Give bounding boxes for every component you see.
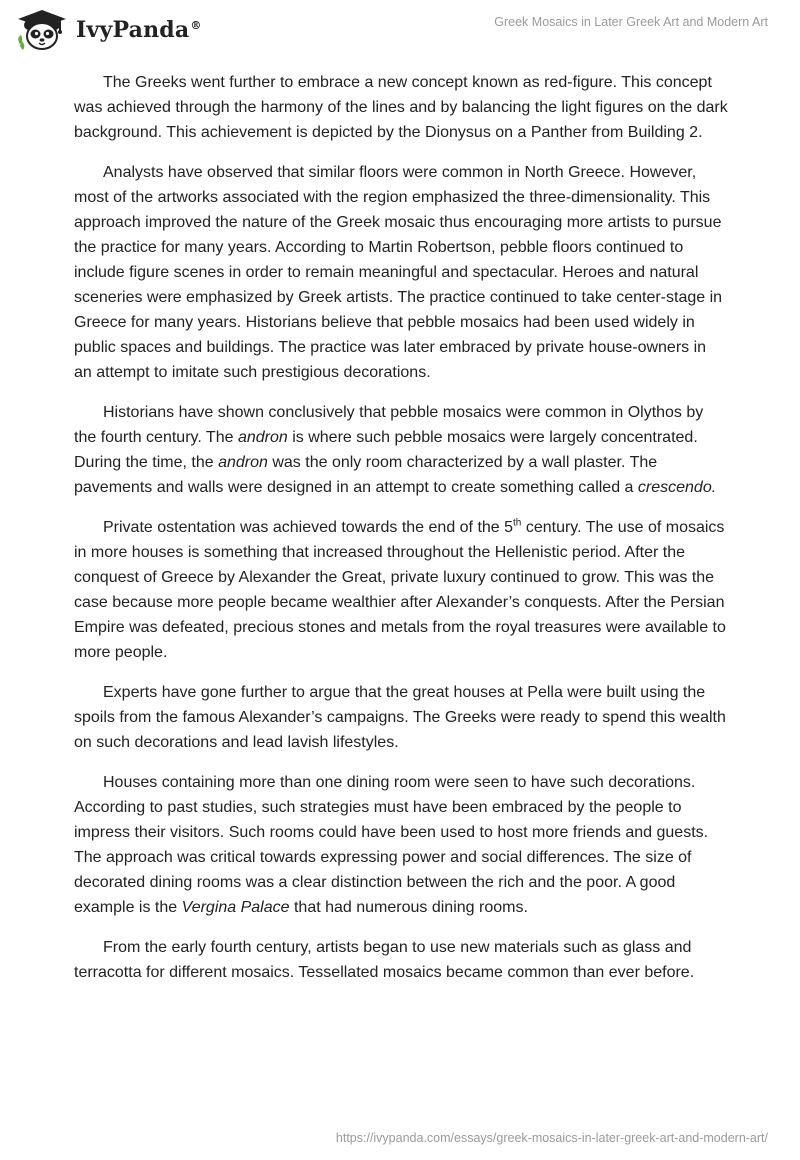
paragraph-1: The Greeks went further to embrace a new concept known as red-figure. This concept was achieved through the harmony of the lines and by balancing the light figures on the dark background. This achievement is depicted by the Dionysus on a Panther from Building 2.: [74, 74, 728, 141]
crescendo-term: crescendo.: [637, 479, 717, 496]
paragraph-5: Experts have gone further to argue that the great houses at Pella were built using the spoils from the famous Alexander’s campaigns. The Greeks were ready to spend this wealth on such decorations and lead lavish lifestyles.: [74, 684, 726, 751]
andron-term: andron: [218, 454, 268, 471]
brand-name: IvyPanda®: [76, 17, 202, 43]
running-title: Greek Mosaics in Later Greek Art and Modern Art: [494, 15, 768, 29]
page-header: [0, 0, 800, 60]
panda-graduate-logo-icon: [14, 8, 70, 52]
paragraph-3: Historians have shown conclusively that pebble mosaics were common in Olythos by the fourth century. The andron is where such pebble mosaics were largely concentrated. During the time, the andron was the only room characterized by a wall plaster. The pavements and walls were designed in an attempt to create something called a crescendo.: [74, 404, 717, 496]
paragraph-2: Analysts have observed that similar floors were common in North Greece. However, most of the artworks associated with the region emphasized the three-dimensionality. This approach improved the nature of the Greek mosaic thus encouraging more artists to pursue the practice for many years. According to Martin Robertson, pebble floors continued to include figure scenes in order to remain meaningful and spectacular. Heroes and natural sceneries were emphasized by Greek artists. The practice continued to take center-stage in Greece for many years. Historians believe that pebble mosaics had been used widely in public spaces and buildings. The practice was later embraced by private house-owners in an attempt to imitate such prestigious decorations.: [74, 164, 723, 381]
ivypanda-logo[interactable]: [14, 8, 202, 52]
andron-term: andron: [237, 429, 288, 446]
essay-body: [74, 70, 728, 1000]
paragraph-6: Houses containing more than one dining room were seen to have such decorations. According to past studies, such strategies must have been embraced by the people to impress their visitors. Such rooms could have been used to host more friends and guests. The approach was critical towards expressing power and social differences. The size of decorated dining rooms was a clear distinction between the rich and the poor. A good example is the Vergina Palace that had numerous dining rooms.: [74, 774, 709, 916]
vergina-palace-term: Vergina Palace: [181, 899, 290, 916]
source-url[interactable]: https://ivypanda.com/essays/greek-mosaics-in-later-greek-art-and-modern-art/: [335, 1131, 768, 1145]
paragraph-7: From the early fourth century, artists began to use new materials such as glass and terracotta for different mosaics. Tessellated mosaics became common than ever before.: [74, 939, 695, 981]
ordinal-suffix: th: [513, 517, 522, 529]
paragraph-4: Private ostentation was achieved towards the end of the 5th century. The use of mosaics in more houses is something that increased throughout the Hellenistic period. After the conquest of Greece by Alexander the Great, private luxury continued to grow. This was the case because more people became wealthier after Alexander’s conquests. After the Persian Empire was defeated, precious stones and metals from the royal treasures were available to more people.: [74, 517, 726, 661]
